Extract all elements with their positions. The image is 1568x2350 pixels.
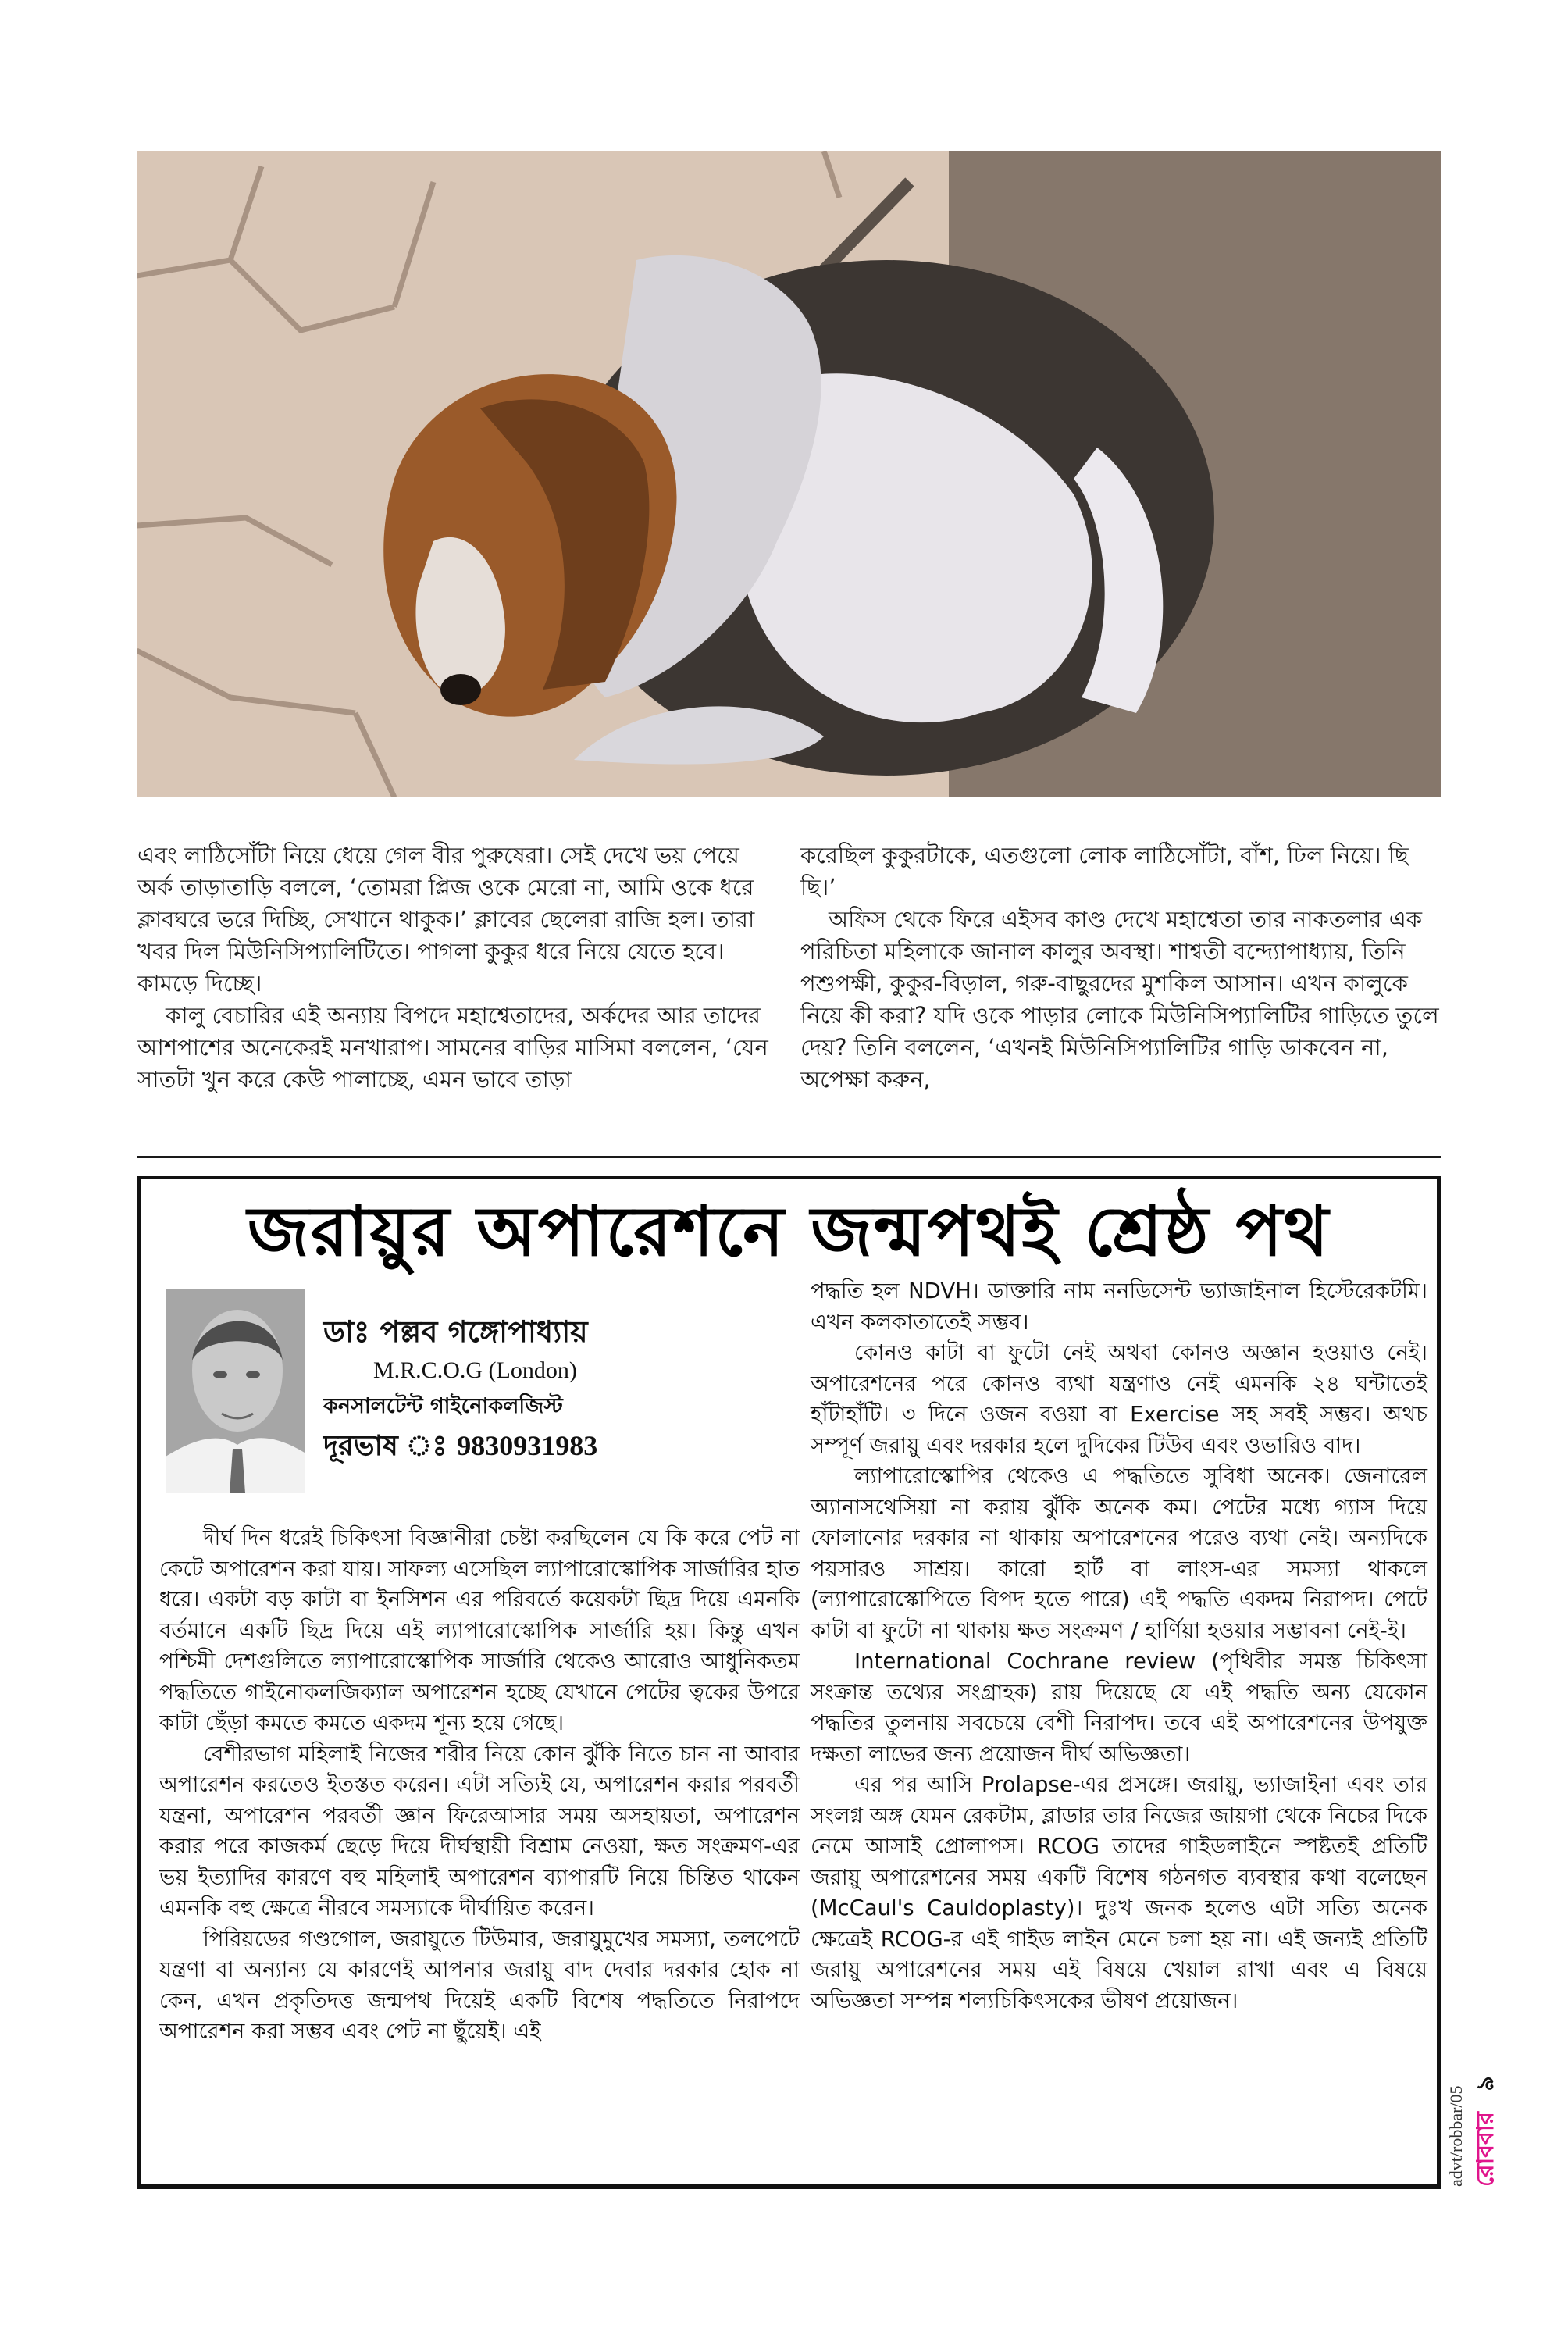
doctor-info [323, 1311, 792, 1467]
doctor-name: ডাঃ পল্লব গঙ্গোপাধ্যায় [323, 1314, 588, 1349]
story-paragraph: কালু বেচারির এই অন্যায় বিপদে মহাশ্বেতাদের, অর্কদের আর তাদের আশপাশের অনেকেরই মনখারাপ। সামনের বাড়ির মাসিমা বললেন, ‘যেন সাতটা খুন করে কেউ পালাচ্ছে, এমন ভাবে তাড়া [137, 1002, 768, 1093]
story-paragraph: এবং লাঠিসোঁটা নিয়ে ধেয়ে গেল বীর পুরুষেরা। সেই দেখে ভয় পেয়ে অর্ক তাড়াতাড়ি বললে, ‘তোমরা প্লিজ ওকে মেরো না, আমি ওকে ধরে ক্লাবঘরে ভরে দিচ্ছি, সেখানে থাকুক।’ ক্লাবের ছেলেরা রাজি হল। তারা খবর দিল মিউনিসিপ্যালিটিতে। পাগলা কুকুর ধরে নিয়ে যেতে হবে। কামড়ে দিচ্ছে। [137, 842, 755, 997]
ad-paragraph: পদ্ধতি হল NDVH। ডাক্তারি নাম ননডিসেন্ট ভ্যাজাইনাল হিস্টেরেকটমি। এখন কলকাতাতেই সম্ভব। [811, 1278, 1427, 1335]
ad-paragraph: পিরিয়ডের গণ্ডগোল, জরায়ুতে টিউমার, জরায়ুমুখের সমস্যা, তলপেটে যন্ত্রণা বা অন্যান্য যে কারণেই আপনার জরায়ু বাদ দেবার দরকার হোক না কেন, এখন প্রকৃতিদত্ত জন্মপথ দিয়েই একটি বিশেষ পদ্ধতিতে নিরাপদে অপারেশন করা সম্ভব এবং পেট না ছুঁয়েই। এই [159, 1926, 800, 2044]
advertisement-code: advt/robbar/05 [1446, 2085, 1466, 2187]
ad-column-right [811, 1276, 1427, 2017]
story-column-right [800, 840, 1441, 1096]
doctor-phone [323, 1425, 792, 1467]
ad-paragraph: বেশীরভাগ মহিলাই নিজের শরীর নিয়ে কোন ঝুঁকি নিতে চান না আবার অপারেশন করতেও ইতস্তত করেন। এটা সত্যিই যে, অপারেশন করার পরবর্তী যন্ত্রনা, অপারেশন পরবর্তী জ্ঞান ফিরেআসার সময় অসহায়তা, অপারেশন করার পরে কাজকর্ম ছেড়ে দিয়ে দীর্ঘস্থায়ী বিশ্রাম নেওয়া, ক্ষত সংক্রমণ-এর ভয় ইত্যাদির কারণে বহু মহিলাই অপারেশন ব্যাপারটি নিয়ে চিন্তিত থাকেন এমনকি বহু ক্ষেত্রে নীরবে সমস্যাকে দীর্ঘায়িত করেন। [159, 1741, 800, 1920]
ad-body-left [159, 1523, 800, 2048]
advertisement-box [137, 1176, 1441, 2189]
story-paragraph: করেছিল কুকুরটাকে, এতগুলো লোক লাঠিসোঁটা, বাঁশ, ঢিল নিয়ে। ছি ছি।’ [800, 842, 1409, 900]
doctor-card [159, 1281, 800, 1492]
ad-paragraph: এর পর আসি Prolapse-এর প্রসঙ্গে। জরায়ু, ভ্যাজাইনা এবং তার সংলগ্ন অঙ্গ যেমন রেকটাম, ব্লাডার তার নিজের জায়গা থেকে নিচের দিকে নেমে আসাই প্রোলাপস। RCOG তাদের গাইডলাইনে স্পষ্টতই প্রতিটি জরায়ু অপারেশনের সময় একটি বিশেষ গঠনগত ব্যবস্থার কথা বলেছেন (McCaul's Cauldoplasty)। দুঃখ জনক হলেও এটা সত্যি অনেক ক্ষেত্রেই RCOG-র এই গাইড লাইন মেনে চলা হয় না। এই জন্যই প্রতিটি জরায়ু অপারেশনের সময় এই বিষয়ে খেয়াল রাখা এবং এ বিষয়ে অভিজ্ঞতা সম্পন্ন শল্যচিকিৎসকের ভীষণ প্রয়োজন। [811, 1772, 1427, 2013]
doctor-portrait [166, 1289, 305, 1493]
doctor-portrait-image [166, 1289, 305, 1493]
dog-photo [137, 151, 1441, 797]
page-footer [1466, 2076, 1506, 2187]
doctor-degree: M.R.C.O.G (London) [373, 1357, 577, 1383]
magazine-name: রোববার [1472, 2112, 1499, 2187]
section-divider [137, 1156, 1441, 1158]
ad-paragraph: ল্যাপারোস্কোপির থেকেও এ পদ্ধতিতে সুবিধা অনেক। জেনারেল অ্যানাসথেসিয়া না করায় ঝুঁকি অনেক কম। পেটের মধ্যে গ্যাস দিয়ে ফোলানোর দরকার না থাকায় অপারেশনের পরেও ব্যথা নেই। অন্যদিকে পয়সারও সাশ্রয়। কারো হার্ট বা লাংস-এর সমস্যা থাকলে (ল্যাপারোস্কোপিতে বিপদ হতে পারে) এই পদ্ধতি একদম নিরাপদ। পেটে কাটা বা ফুটো না থাকায় ক্ষত সংক্রমণ / হার্ণিয়া হওয়ার সম্ভাবনা নেই-ই। [811, 1464, 1427, 1643]
phone-label: দূরভাষ ঃ [323, 1430, 447, 1462]
sleeping-dog-image [137, 151, 1441, 797]
story-column-left [137, 840, 778, 1096]
doctor-title: কনসালটেন্ট গাইনোকলজিস্ট [323, 1394, 563, 1418]
ad-paragraph: দীর্ঘ দিন ধরেই চিকিৎসা বিজ্ঞানীরা চেষ্টা করছিলেন যে কি করে পেট না কেটে অপারেশন করা যায়। সাফল্য এসেছিল ল্যাপারোস্কোপিক সার্জারির হাত ধরে। একটা বড় কাটা বা ইনসিশন এর পরিবর্তে কয়েকটা ছিদ্র দিয়ে এমনকি বর্তমানে একটি ছিদ্র দিয়ে এই ল্যাপারোস্কোপিক সার্জারি হয়। কিন্তু এখন পশ্চিমী দেশগুলিতে ল্যাপারোস্কোপিক সার্জারি থেকেও আরোও আধুনিকতম পদ্ধতিতে গাইনোকলজিক্যাল অপারেশন হচ্ছে যেখানে পেটের ত্বকের উপরে কাটা ছেঁড়া কমতে কমতে একদম শূন্য হয়ে গেছে। [159, 1525, 800, 1735]
ad-paragraph: কোনও কাটা বা ফুটো নেই অথবা কোনও অজ্ঞান হওয়াও নেই। অপারেশনের পরে কোনও ব্যথা যন্ত্রণাও নেই এমনকি ২৪ ঘন্টাতেই হাঁটাহাঁটি। ৩ দিনে ওজন বওয়া বা Exercise সহ সবই সম্ভব। অথচ সম্পূর্ণ জরায়ু এবং দরকার হলে দুদিকের টিউব এবং ওভারিও বাদ। [811, 1340, 1427, 1458]
phone-number: 9830931983 [457, 1430, 598, 1461]
story-paragraph: অফিস থেকে ফিরে এইসব কাণ্ড দেখে মহাশ্বেতা তার নাকতলার এক পরিচিতা মহিলাকে জানাল কালুর অবস্থা। শাশ্বতী বন্দ্যোপাধ্যায়, তিনি পশুপক্ষী, কুকুর-বিড়াল, গরু-বাছুরদের মুশকিল আসান। এখন কালুকে নিয়ে কী করা? যদি ওকে পাড়ার লোকে মিউনিসিপ্যালিটির গাড়িতে তুলে দেয়? তিনি বললেন, ‘এখনই মিউনিসিপ্যালিটির গাড়ি ডাকবেন না, অপেক্ষা করুন, [800, 906, 1439, 1093]
ad-column-left [159, 1281, 800, 2048]
ad-headline: জরায়ুর অপারেশনে জন্মপথই শ্রেষ্ঠ পথ [247, 1191, 1331, 1271]
page-number: ৯ [1472, 2076, 1499, 2091]
ad-paragraph: International Cochrane review (পৃথিবীর সমস্ত চিকিৎসা সংক্রান্ত তথ্যের সংগ্রাহক) রায় দিয়েছে যে এই পদ্ধতি অন্য যেকোন পদ্ধতির তুলনায় সবচেয়ে বেশী নিরাপদ। তবে এই অপারেশনের উপযুক্ত দক্ষতা লাভের জন্য প্রয়োজন দীর্ঘ অভিজ্ঞতা। [811, 1649, 1427, 1767]
